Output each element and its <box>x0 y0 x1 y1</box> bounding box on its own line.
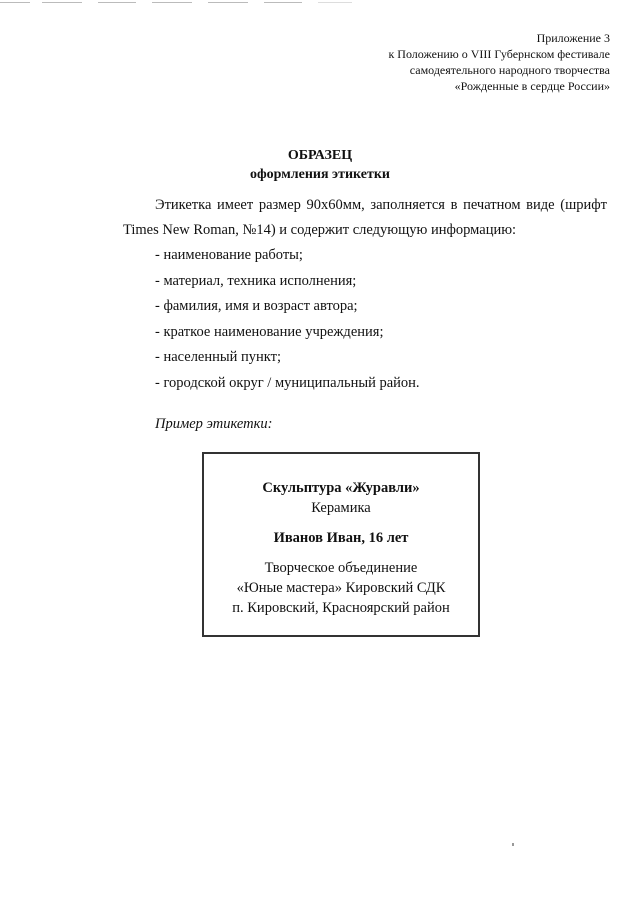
appendix-line: Приложение 3 <box>536 31 610 45</box>
label-institution-line-2: «Юные мастера» Кировский СДК <box>236 580 446 596</box>
appendix-line: «Рожденные в сердце России» <box>454 79 610 93</box>
label-work-title: Скульптура «Журавли» <box>262 480 420 496</box>
list-item: - населенный пункт; <box>155 349 282 365</box>
appendix-line: к Положению о VIII Губернском фестивале <box>388 47 610 61</box>
label-location: п. Кировский, Красноярский район <box>232 600 450 616</box>
example-caption: Пример этикетки: <box>155 416 273 432</box>
label-institution-line-1: Творческое объединение <box>264 560 418 576</box>
intro-paragraph: Этикетка имеет размер 90х60мм, заполняется в печатном виде (шрифт Times New Roman, №14) и содержит следующую информацию: <box>123 197 607 238</box>
title-line-1: ОБРАЗЕЦ <box>287 148 353 163</box>
label-material: Керамика <box>311 500 371 516</box>
list-item: - материал, техника исполнения; <box>155 272 357 289</box>
scan-speck <box>512 843 514 846</box>
scan-artifact-lines <box>0 0 640 6</box>
requirements-list <box>155 243 420 396</box>
list-item: - наименование работы; <box>155 247 303 263</box>
appendix-line: самодеятельного народного творчества <box>409 63 610 77</box>
list-item: - фамилия, имя и возраст автора; <box>155 298 358 314</box>
label-author: Иванов Иван, 16 лет <box>273 530 409 546</box>
list-item: - краткое наименование учреждения; <box>155 323 384 340</box>
sample-label-box <box>202 452 480 637</box>
list-item: - городской округ / муниципальный район. <box>155 374 420 391</box>
document-title <box>0 146 640 184</box>
title-line-2: оформления этикетки <box>249 167 390 182</box>
appendix-note <box>290 30 610 94</box>
